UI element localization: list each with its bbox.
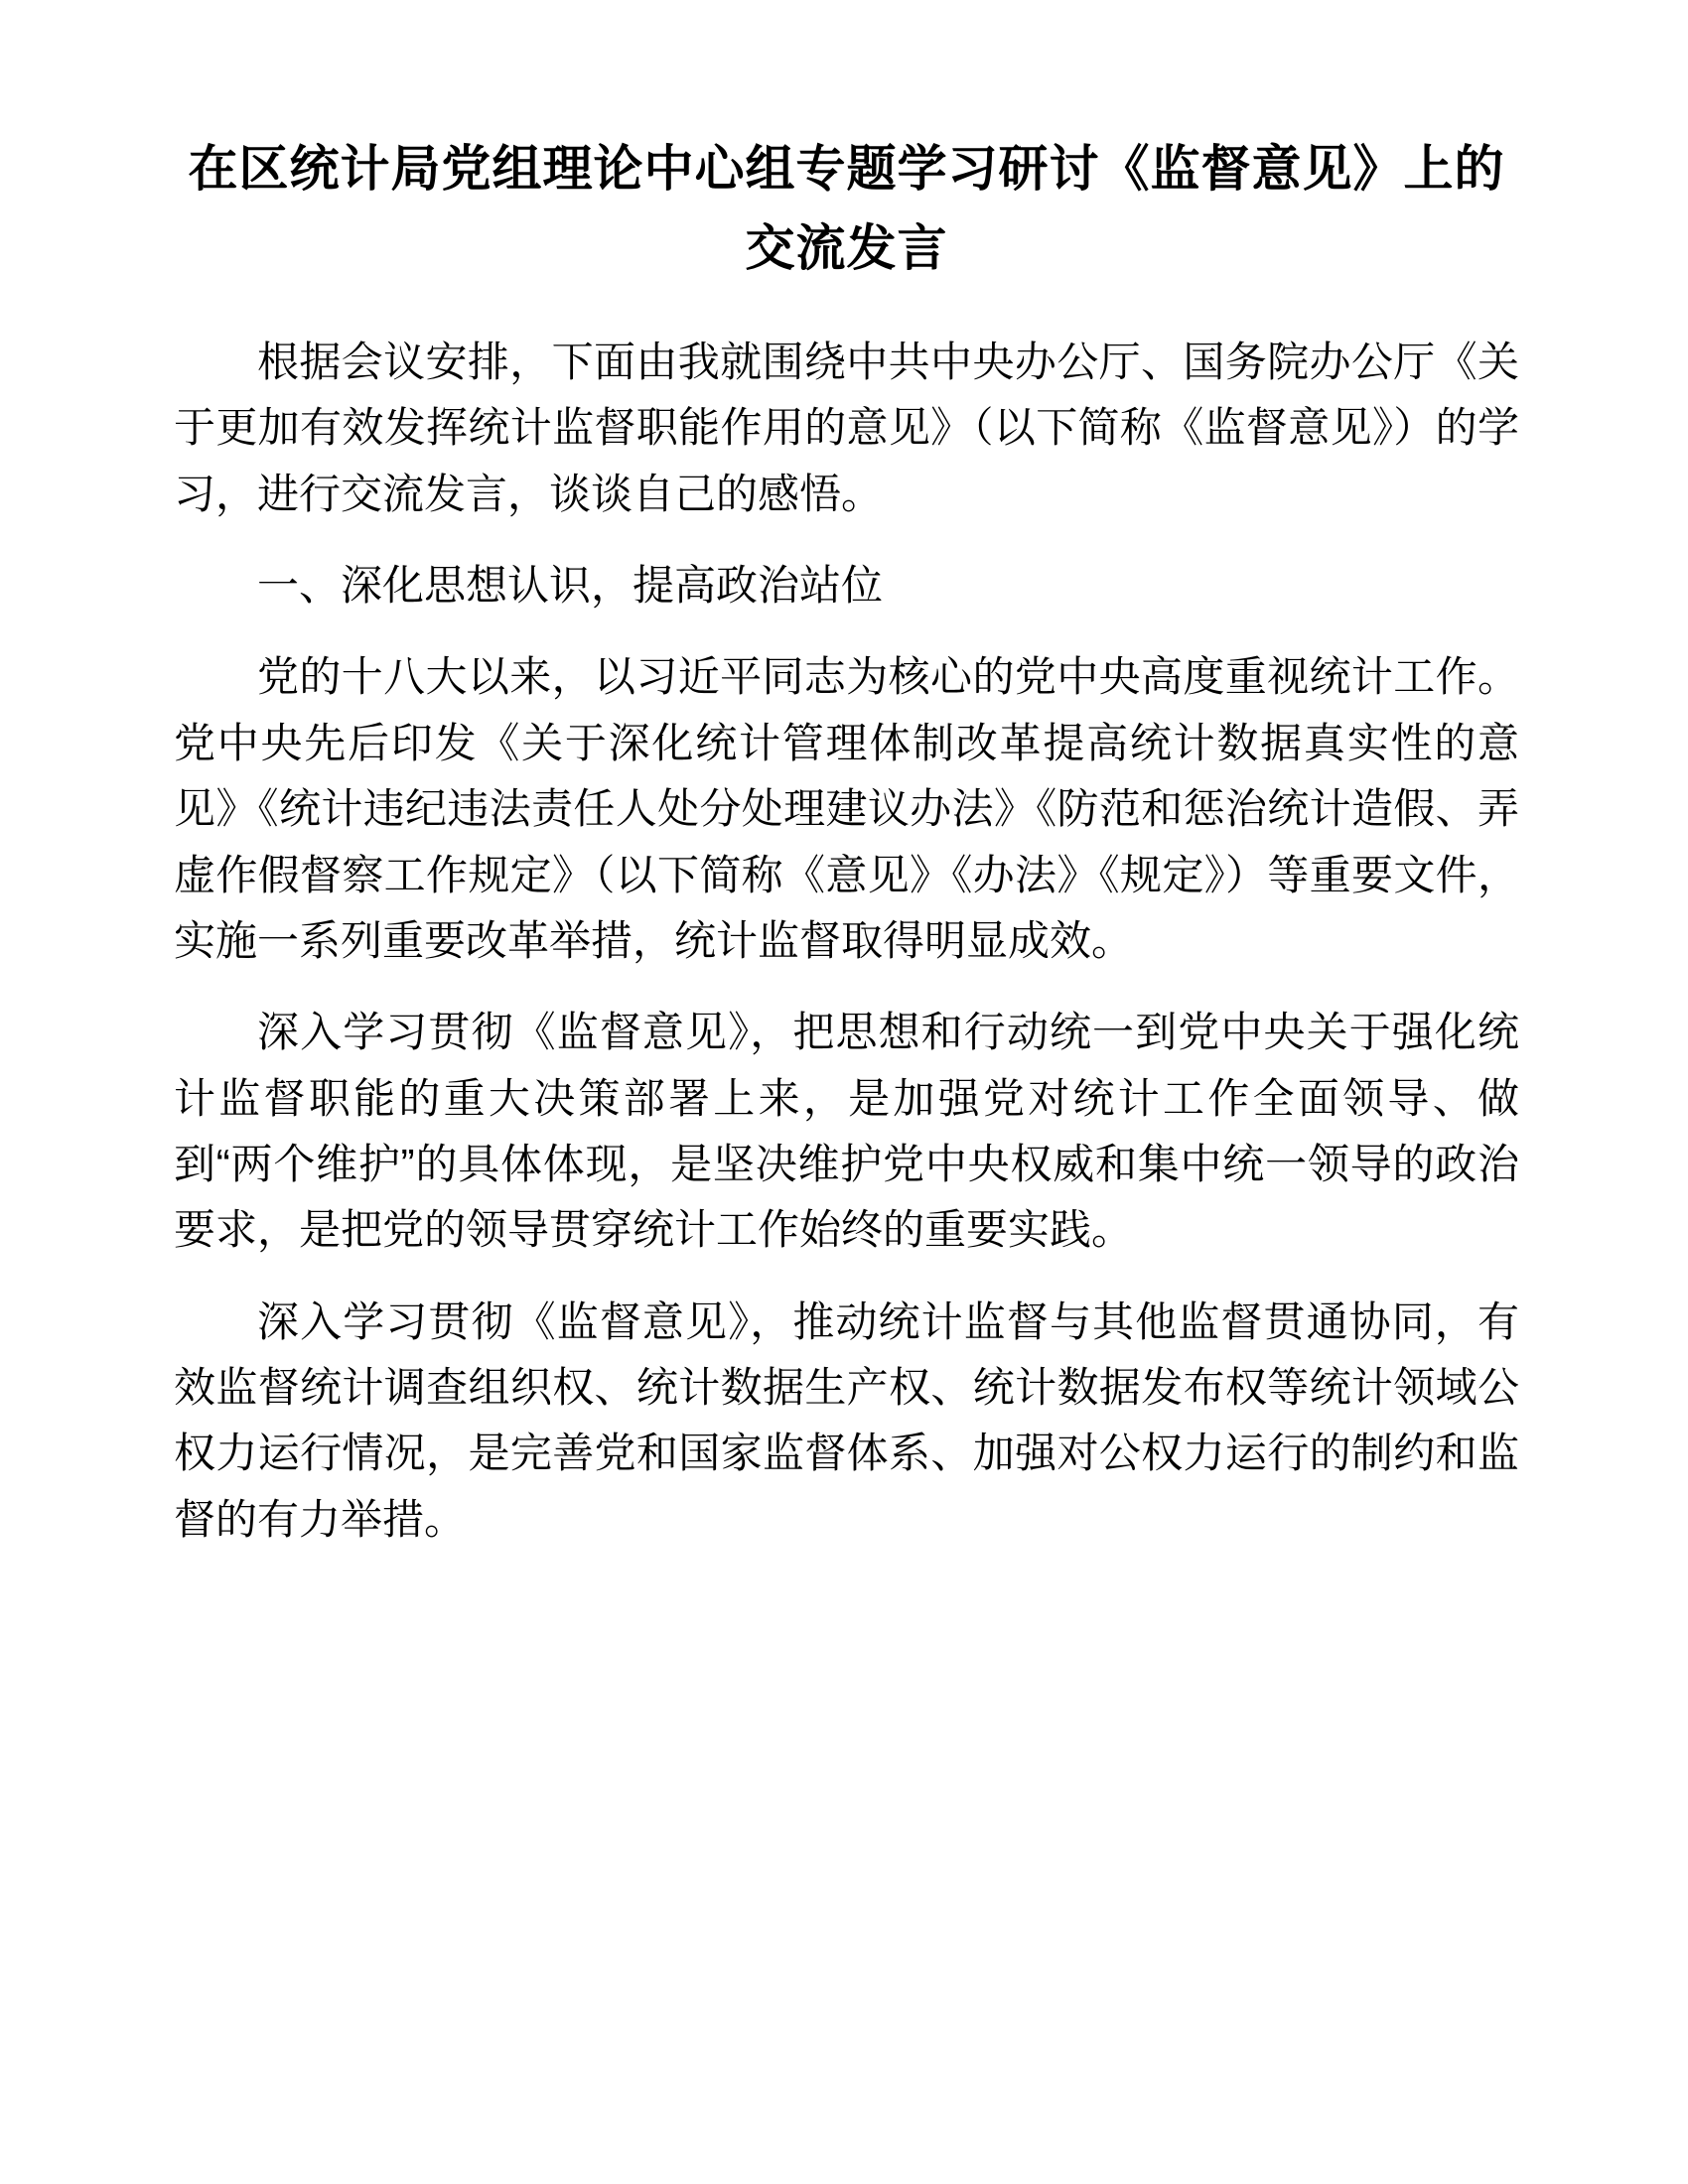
paragraph-body-2: 深入学习贯彻《监督意见》，把思想和行动统一到党中央关于强化统计监督职能的重大决策部署上来，是加强党对统计工作全面领导、做到“两个维护”的具体体现，是坚决维护党中央权威和集中统一领导的政治要求，是把党的领导贯穿统计工作始终的重要实践。 xyxy=(174,1009,1519,1254)
paragraph-intro: 根据会议安排，下面由我就围绕中共中央办公厅、国务院办公厅《关于更加有效发挥统计监督职能作用的意见》（以下简称《监督意见》）的学习，进行交流发言，谈谈自己的感悟。 xyxy=(174,339,1519,517)
section-heading-1: 一、深化思想认识，提高政治站位 xyxy=(257,562,884,610)
document-title: 在区统计局党组理论中心组专题学习研讨《监督意见》上的交流发言 xyxy=(188,141,1505,276)
paragraph-body-3: 深入学习贯彻《监督意见》，推动统计监督与其他监督贯通协同，有效监督统计调查组织权、统计数据生产权、统计数据发布权等统计领域公权力运行情况，是完善党和国家监督体系、加强对公权力运行的制约和监督的有力举措。 xyxy=(174,1297,1519,1543)
paragraph-body-1: 党的十八大以来，以习近平同志为核心的党中央高度重视统计工作。党中央先后印发《关于深化统计管理体制改革提高统计数据真实性的意见》《统计违纪违法责任人处分处理建议办法》《防范和惩治统计造假、弄虚作假督察工作规定》（以下简称《意见》《办法》《规定》）等重要文件，实施一系列重要改革举措，统计监督取得明显成效。 xyxy=(174,653,1519,964)
